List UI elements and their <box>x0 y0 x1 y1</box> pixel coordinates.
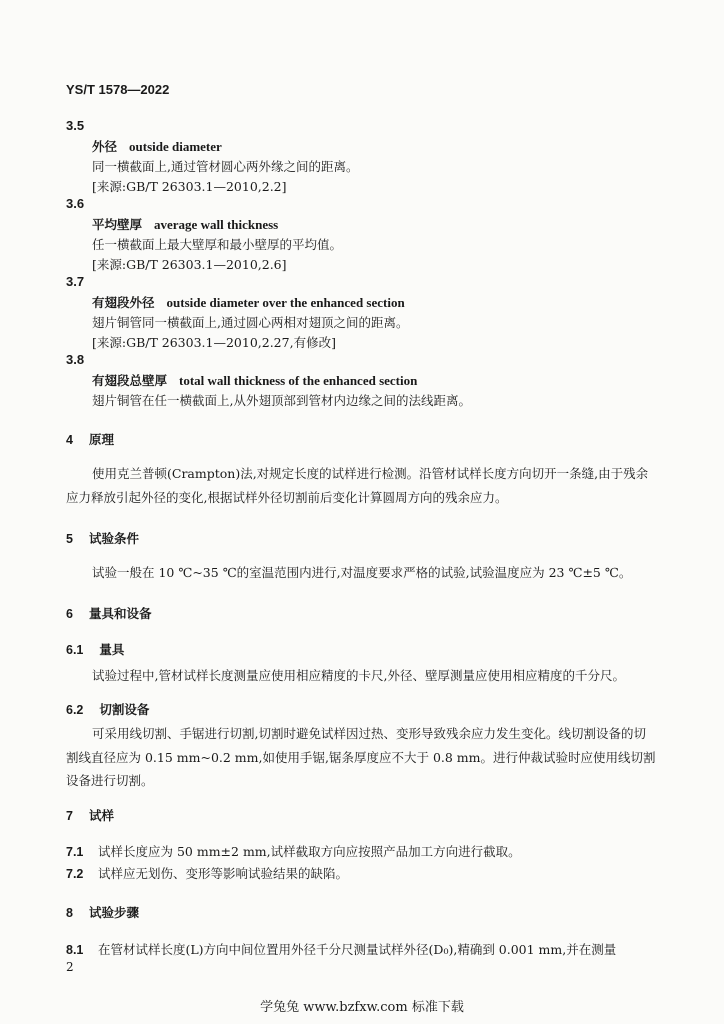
term-definition: 同一横截面上,通过管材圆心两外缘之间的距离。 <box>92 159 359 174</box>
section-paragraph <box>66 561 658 585</box>
section-number: 6.2 <box>66 703 84 717</box>
standard-header: YS/T 1578—2022 <box>66 82 170 97</box>
section-heading <box>66 430 114 448</box>
section-heading <box>66 903 139 921</box>
item-text: 在管材试样长度(L)方向中间位置用外径千分尺测量试样外径(D₀),精确到 0.001 mm,并在测量 <box>98 942 617 957</box>
item-text: 试样应无划伤、变形等影响试验结果的缺陷。 <box>98 866 349 881</box>
term-english: total wall thickness of the enhanced section <box>179 373 418 388</box>
term-chinese: 有翅段总壁厚 <box>92 373 168 388</box>
section-title: 试验步骤 <box>88 905 139 920</box>
section-paragraph <box>66 722 658 793</box>
section-number: 6.1 <box>66 643 84 657</box>
section-number: 7 <box>66 809 73 823</box>
term-number: 3.6 <box>66 196 85 211</box>
subsection-heading <box>66 700 149 718</box>
section-title: 量具 <box>99 642 125 657</box>
term-definition: 翅片铜管同一横截面上,通过圆心两相对翅顶之间的距离。 <box>92 315 409 330</box>
list-item <box>66 842 521 860</box>
term-definition: 翅片铜管在任一横截面上,从外翅顶部到管材内边缘之间的法线距离。 <box>92 393 471 408</box>
page-number: 2 <box>66 960 74 974</box>
paragraph-text: 试验一般在 10 ℃~35 ℃的室温范围内进行,对温度要求严格的试验,试验温度应为 23 ℃±5 ℃。 <box>92 565 632 580</box>
term-title <box>92 137 222 155</box>
item-text: 试样长度应为 50 mm±2 mm,试样截取方向应按照产品加工方向进行截取。 <box>98 844 521 859</box>
section-number: 6 <box>66 607 73 621</box>
term-number: 3.5 <box>66 118 85 133</box>
term-source: [来源:GB/T 26303.1—2010,2.6] <box>92 257 287 272</box>
section-heading <box>66 806 114 824</box>
paragraph-text: 使用克兰普顿(Crampton)法,对规定长度的试样进行检测。沿管材试样长度方向切开一条缝,由于残余应力释放引起外径的变化,根据试样外径切割前后变化计算圆周方向的残余应力。 <box>66 466 649 505</box>
term-chinese: 外径 <box>92 139 118 154</box>
item-number: 7.1 <box>66 845 84 859</box>
section-title: 原理 <box>88 432 114 447</box>
term-number: 3.8 <box>66 352 85 367</box>
subsection-heading <box>66 640 124 658</box>
section-paragraph <box>66 462 658 509</box>
term-english: average wall thickness <box>154 217 279 232</box>
term-chinese: 平均壁厚 <box>92 217 143 232</box>
paragraph-text: 试验过程中,管材试样长度测量应使用相应精度的卡尺,外径、壁厚测量应使用相应精度的千分尺。 <box>92 668 625 683</box>
section-title: 切割设备 <box>99 702 150 717</box>
term-definition: 任一横截面上最大壁厚和最小壁厚的平均值。 <box>92 237 343 252</box>
term-title <box>92 293 405 311</box>
term-title <box>92 371 417 389</box>
section-number: 4 <box>66 433 73 447</box>
list-item <box>66 864 348 882</box>
section-heading <box>66 529 139 547</box>
paragraph-text: 可采用线切割、手锯进行切割,切割时避免试样因过热、变形导致残余应力发生变化。线切割设备的切割线直径应为 0.15 mm~0.2 mm,如使用手锯,锯条厚度应不大于 0.8 mm。进行仲裁试验时应使用线切割设备进行切割。 <box>66 726 656 788</box>
list-item <box>66 940 616 958</box>
term-chinese: 有翅段外径 <box>92 295 155 310</box>
section-number: 8 <box>66 906 73 920</box>
item-number: 8.1 <box>66 943 84 957</box>
section-heading <box>66 604 151 622</box>
item-number: 7.2 <box>66 867 84 881</box>
section-number: 5 <box>66 532 73 546</box>
section-title: 试验条件 <box>88 531 139 546</box>
section-title: 试样 <box>88 808 114 823</box>
term-title <box>92 215 278 233</box>
term-source: [来源:GB/T 26303.1—2010,2.27,有修改] <box>92 335 336 350</box>
section-title: 量具和设备 <box>88 606 152 621</box>
section-paragraph <box>66 664 658 688</box>
term-number: 3.7 <box>66 274 85 289</box>
term-source: [来源:GB/T 26303.1—2010,2.2] <box>92 179 287 194</box>
term-english: outside diameter over the enhanced section <box>166 295 405 310</box>
term-english: outside diameter <box>129 139 222 154</box>
watermark-footer: 学兔兔 www.bzfxw.com 标准下载 <box>260 1000 464 1015</box>
